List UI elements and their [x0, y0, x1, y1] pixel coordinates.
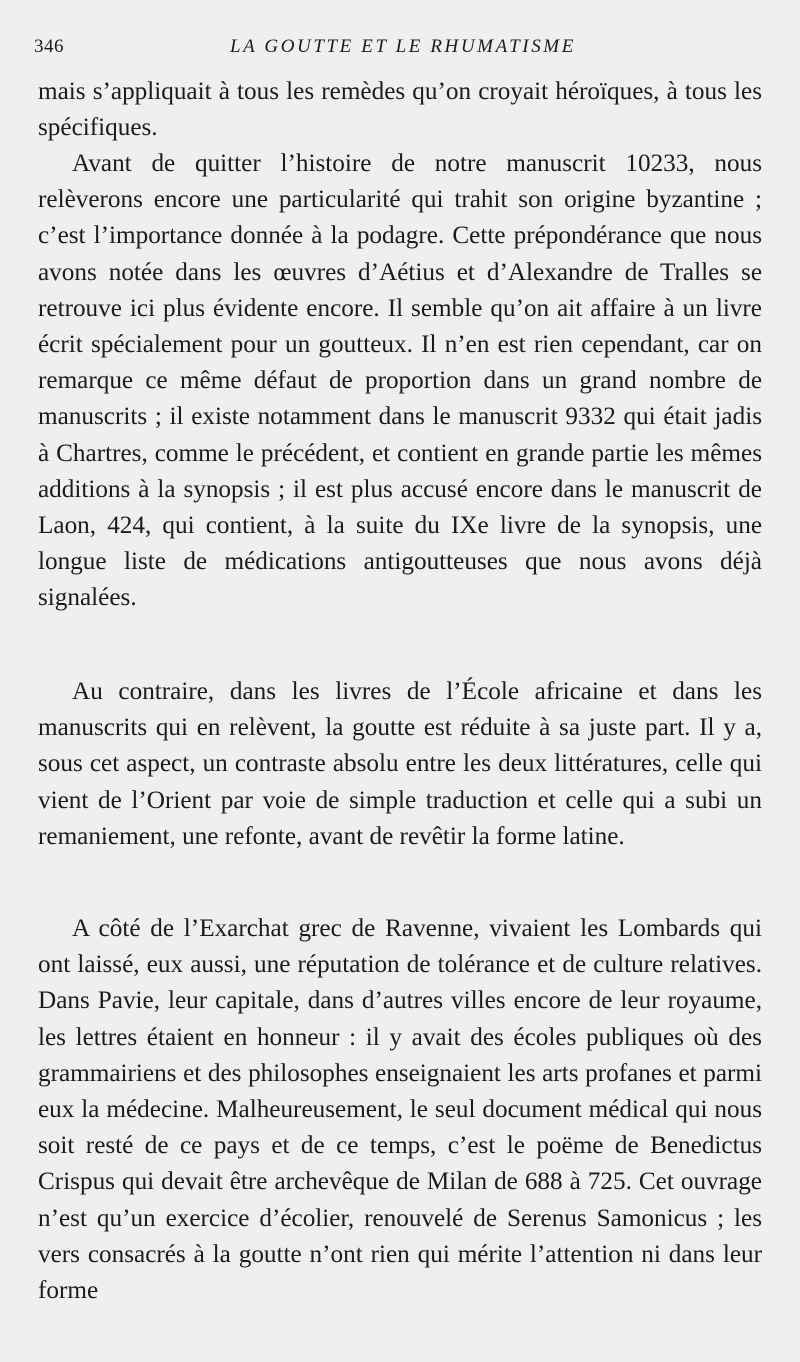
paragraph-text: Avant de quitter l’histoire de notre manuscrit 10233, nous relèverons encore une particularité qui trahit son origine byzantine ; c’est l’importance donnée à la podagre. Cette prépondérance que nous avons notée dans les œuvres d’Aétius et d’Alexandre de Tralles se retrouve ici plus évidente encore. Il semble qu’on ait affaire à un livre écrit spécialement pour un goutteux. Il n’en est rien cependant, car on remarque ce même défaut de proportion dans un grand nombre de manuscrits ; il existe notamment dans le manuscrit 9332 qui était jadis à Chartres, comme le précédent, et contient en grande partie les mêmes additions à la synopsis ; il est plus accusé encore dans le manuscrit de Laon, 424, qui contient, à la suite du IXe livre de la synopsis, une longue liste de médications antigoutteuses que nous avons déjà signalées. [38, 150, 762, 612]
running-head: LA GOUTTE ET LE RHUMATISME [230, 36, 576, 57]
paragraph-text: A côté de l’Exarchat grec de Ravenne, vivaient les Lombards qui ont laissé, eux aussi, une réputation de tolérance et de culture relatives. Dans Pavie, leur capitale, dans d’autres villes encore de leur royaume, les lettres étaient en honneur : il y avait des écoles publiques où des grammairiens et des philosophes enseignaient les arts profanes et parmi eux la médecine. Malheureusement, le seul document médical qui nous soit resté de ce pays et de ce temps, c’est le poëme de Benedictus Crispus qui devait être archevêque de Milan de 688 à 725. Cet ouvrage n’est qu’un exercice d’écolier, renouvelé de Serenus Samonicus ; les vers consacrés à la goutte n’ont rien qui mérite l’attention ni dans leur forme [38, 915, 762, 1305]
paragraph-ecole-africaine [38, 674, 762, 855]
paragraph-manuscript-10233 [38, 146, 762, 617]
page-header [34, 36, 760, 60]
paragraph-lombards [38, 911, 762, 1309]
paragraph-text: mais s’appliquait à tous les remèdes qu’on croyait héroïques, à tous les spécifiques. [38, 78, 762, 142]
page-number: 346 [34, 36, 64, 57]
paragraph-continuation [38, 74, 762, 146]
paragraph-text: Au contraire, dans les livres de l’École africaine et dans les manuscrits qui en relèvent, la goutte est réduite à sa juste part. Il y a, sous cet aspect, un contraste absolu entre les deux littératures, celle qui vient de l’Orient par voie de simple traduction et celle qui a subi un remaniement, une refonte, avant de revêtir la forme latine. [38, 678, 762, 850]
